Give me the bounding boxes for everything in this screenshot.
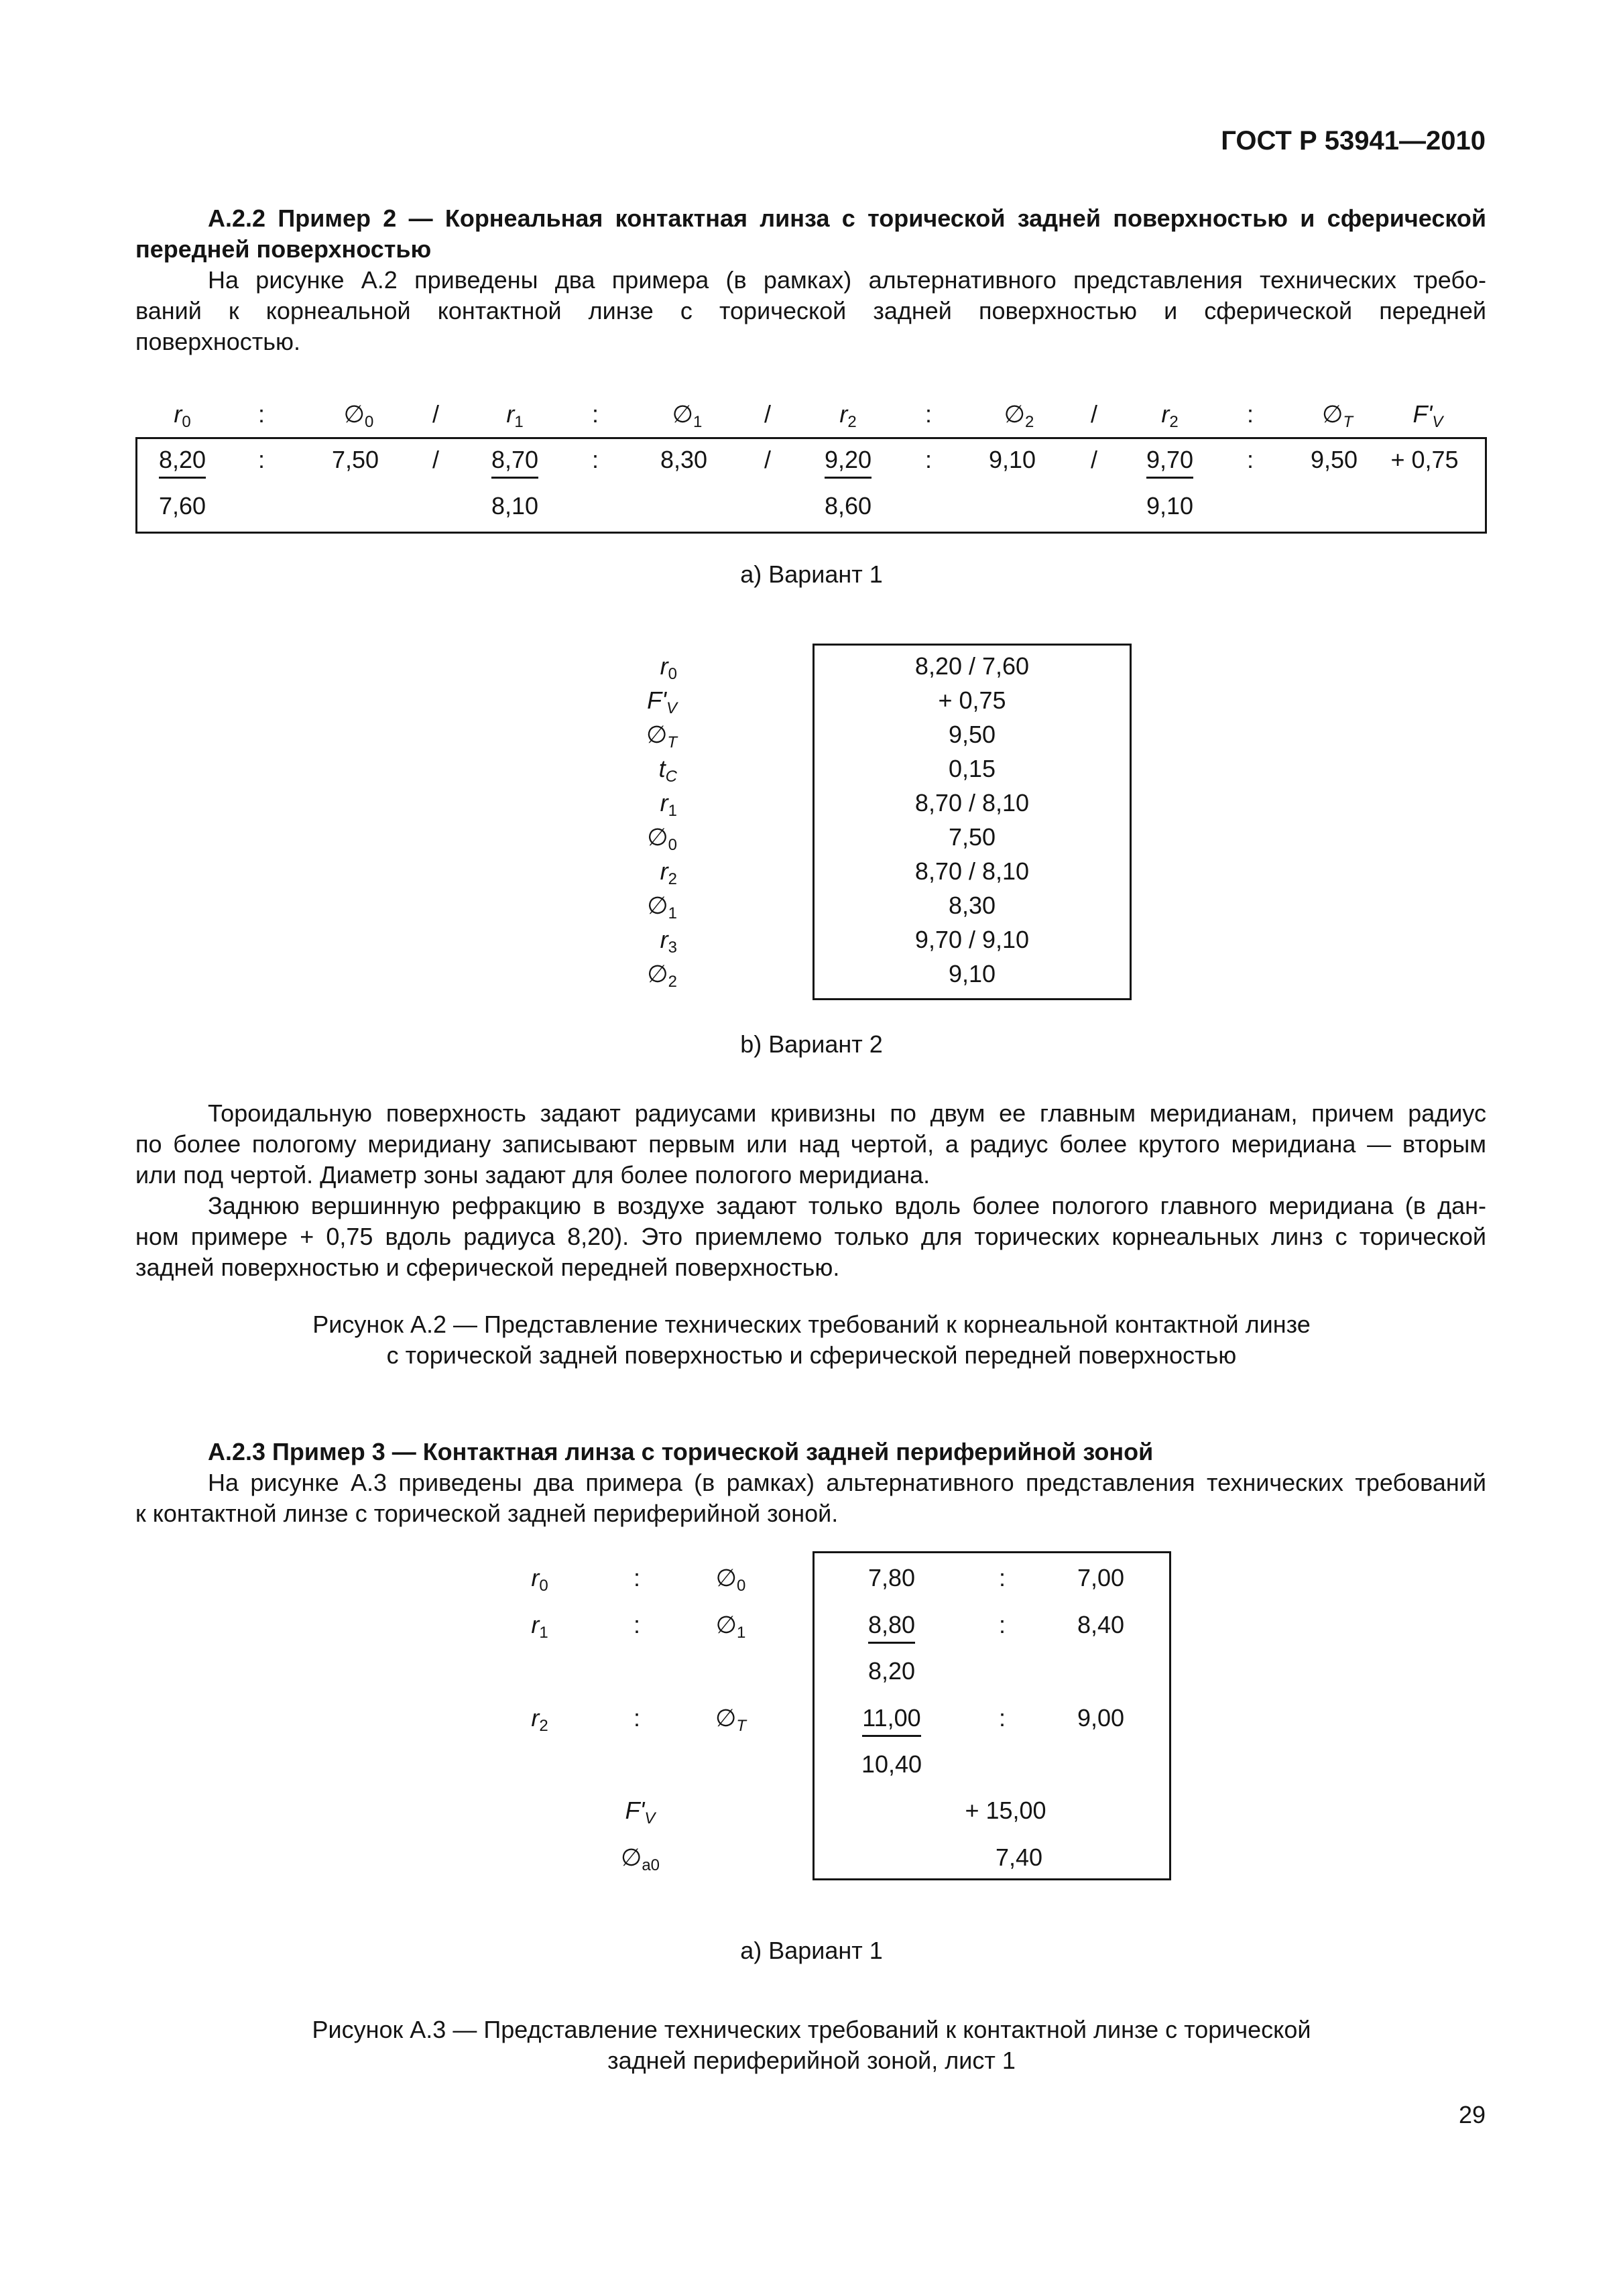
- explanation-line: или под чертой. Диаметр зоны задают для более пологого меридиана.: [135, 1161, 930, 1189]
- separator-slash: /: [432, 446, 439, 473]
- value-r1-flat: 8,80: [851, 1610, 932, 1644]
- variant2-label: $\emptyset_0$: [647, 823, 677, 854]
- variant2-label: $t_C$: [658, 755, 677, 786]
- value-r2b-steep: 9,10: [1146, 492, 1194, 520]
- header-dT: $\emptyset_T$: [1321, 400, 1354, 431]
- paragraph-line: На рисунке А.2 приведены два примера (в рамках) альтернативного представления технических требо-: [208, 266, 1486, 294]
- figure-a3-caption: задней периферийной зоной, лист 1: [607, 2047, 1016, 2074]
- value-r1-flat: 8,70: [481, 444, 548, 479]
- variant2-value: 7,50: [948, 823, 996, 851]
- header-d1: $\emptyset_1$: [672, 400, 703, 431]
- value-fv: + 0,75: [1390, 446, 1459, 473]
- variant2-label: $F'_V$: [647, 686, 677, 717]
- value-d2: 9,10: [988, 446, 1036, 473]
- header-colon: :: [1246, 400, 1254, 428]
- paragraph-line: На рисунке А.3 приведены два примера (в рамках) альтернативного представления технических требований: [208, 1469, 1486, 1496]
- variant2-value: 9,70 / 9,10: [914, 926, 1030, 953]
- separator-colon: :: [1246, 446, 1254, 473]
- separator-slash: /: [1090, 446, 1097, 473]
- variant2-label: $\emptyset_2$: [647, 960, 677, 991]
- explanation-line: ном примере + 0,75 вдоль радиуса 8,20). Это приемлемо только для торических корнеальных линз с торической: [135, 1223, 1486, 1250]
- section-heading: А.2.2 Пример 2 — Корнеальная контактная линза с торической задней поверхностью и сферической: [208, 204, 1486, 232]
- variant2-label: $\emptyset_1$: [647, 892, 677, 922]
- value-d1: 8,30: [660, 446, 708, 473]
- variant2-label: $r_3$: [660, 926, 677, 957]
- variant2-label: $\emptyset_T$: [646, 721, 677, 751]
- variant1-caption: а) Вариант 1: [740, 560, 883, 588]
- explanation-line: Тороидальную поверхность задают радиусами кривизны по двум ее главным меридианам, причем радиус: [208, 1099, 1486, 1127]
- value-r2-steep: 8,60: [824, 492, 872, 520]
- paragraph-line: к контактной линзе с торической задней периферийной зоной.: [135, 1500, 839, 1527]
- document-code: ГОСТ Р 53941—2010: [1221, 126, 1486, 156]
- header-d2: $\emptyset_2$: [1004, 400, 1034, 431]
- label-r0: $r_0$: [531, 1564, 548, 1595]
- value-colon: :: [998, 1564, 1006, 1591]
- variant2-value: 9,10: [948, 960, 996, 987]
- variant2-value: 8,30: [948, 892, 996, 919]
- variant1-caption: а) Вариант 1: [740, 1937, 883, 1964]
- label-da0: $\emptyset_{a0}$: [620, 1844, 660, 1874]
- paragraph-line: ваний к корнеальной контактной линзе с торической задней поверхностью и сферической передней: [135, 297, 1486, 324]
- header-fv: $F'_V$: [1412, 400, 1443, 431]
- header-colon: :: [257, 400, 265, 428]
- label-fv: $F'_V$: [625, 1797, 656, 1827]
- variant2-value: 9,50: [948, 721, 996, 748]
- figure-a3-caption: Рисунок А.3 — Представление технических требований к контактной линзе с торической: [312, 2016, 1311, 2043]
- paragraph-line: поверхностью.: [135, 328, 301, 355]
- value-r0-flat: 8,20: [149, 444, 216, 479]
- page-number: 29: [1458, 2101, 1486, 2128]
- value-r0: 7,80: [867, 1564, 916, 1591]
- figure-a2-caption: с торической задней поверхностью и сферической передней поверхностью: [386, 1341, 1237, 1369]
- variant2-label: $r_2$: [660, 857, 677, 888]
- label-d1: $\emptyset_1$: [715, 1611, 746, 1642]
- value-r1-steep: 8,10: [491, 492, 539, 520]
- variant2-label: $r_0$: [660, 652, 677, 683]
- header-r2: $r_2$: [839, 400, 857, 431]
- value-fv: + 15,00: [965, 1797, 1046, 1824]
- variant2-value: 8,70 / 8,10: [914, 857, 1030, 885]
- variant2-value: 0,15: [948, 755, 996, 782]
- separator-colon: :: [257, 446, 265, 473]
- variant2-value: + 0,75: [938, 686, 1006, 714]
- header-colon: :: [924, 400, 932, 428]
- header-colon: :: [591, 400, 599, 428]
- value-colon: :: [998, 1611, 1006, 1638]
- value-da0: 7,40: [995, 1844, 1043, 1871]
- value-dT: 9,50: [1310, 446, 1358, 473]
- label-r1: $r_1$: [531, 1611, 548, 1642]
- separator-colon: :: [591, 446, 599, 473]
- explanation-line: задней поверхностью и сферической передней поверхностью.: [135, 1254, 840, 1281]
- label-dT: $\emptyset_T$: [715, 1704, 747, 1735]
- value-dT: 9,00: [1077, 1704, 1125, 1732]
- header-slash: /: [1090, 400, 1097, 428]
- value-d0: 7,50: [331, 446, 379, 473]
- label-colon: :: [633, 1704, 640, 1732]
- label-colon: :: [633, 1611, 640, 1638]
- separator-colon: :: [924, 446, 932, 473]
- variant2-value: 8,70 / 8,10: [914, 789, 1030, 817]
- header-slash: /: [432, 400, 439, 428]
- value-colon: :: [998, 1704, 1006, 1732]
- section-heading: А.2.3 Пример 3 — Контактная линза с торической задней периферийной зоной: [208, 1438, 1154, 1465]
- variant2-caption: b) Вариант 2: [740, 1030, 883, 1058]
- value-r0-steep: 7,60: [158, 492, 206, 520]
- value-r2-steep: 10,40: [861, 1750, 922, 1778]
- value-d0: 7,00: [1077, 1564, 1125, 1591]
- value-r2-flat: 11,00: [846, 1703, 937, 1737]
- label-r2: $r_2$: [531, 1704, 548, 1735]
- label-d0: $\emptyset_0$: [715, 1564, 746, 1595]
- section-heading-cont: передней поверхностью: [135, 235, 432, 263]
- variant2-value: 8,20 / 7,60: [914, 652, 1030, 680]
- header-d0: $\emptyset_0$: [343, 400, 374, 431]
- value-d1: 8,40: [1077, 1611, 1125, 1638]
- value-r1-steep: 8,20: [867, 1657, 916, 1685]
- figure-a2-caption: Рисунок А.2 — Представление технических требований к корнеальной контактной линзе: [312, 1311, 1311, 1338]
- value-r2-flat: 9,20: [815, 444, 882, 479]
- header-slash: /: [764, 400, 771, 428]
- explanation-line: по более пологому меридиану записывают первым или над чертой, а радиус более крутого меридиана — вторым: [135, 1130, 1486, 1158]
- value-r2b-flat: 9,70: [1136, 444, 1203, 479]
- header-r0: $r_0$: [174, 400, 191, 431]
- header-r2: $r_2$: [1161, 400, 1179, 431]
- variant2-label: $r_1$: [660, 789, 677, 820]
- explanation-line: Заднюю вершинную рефракцию в воздухе задают только вдоль более пологого главного меридиана (в дан-: [208, 1192, 1486, 1219]
- separator-slash: /: [764, 446, 771, 473]
- header-r1: $r_1$: [506, 400, 524, 431]
- label-colon: :: [633, 1564, 640, 1591]
